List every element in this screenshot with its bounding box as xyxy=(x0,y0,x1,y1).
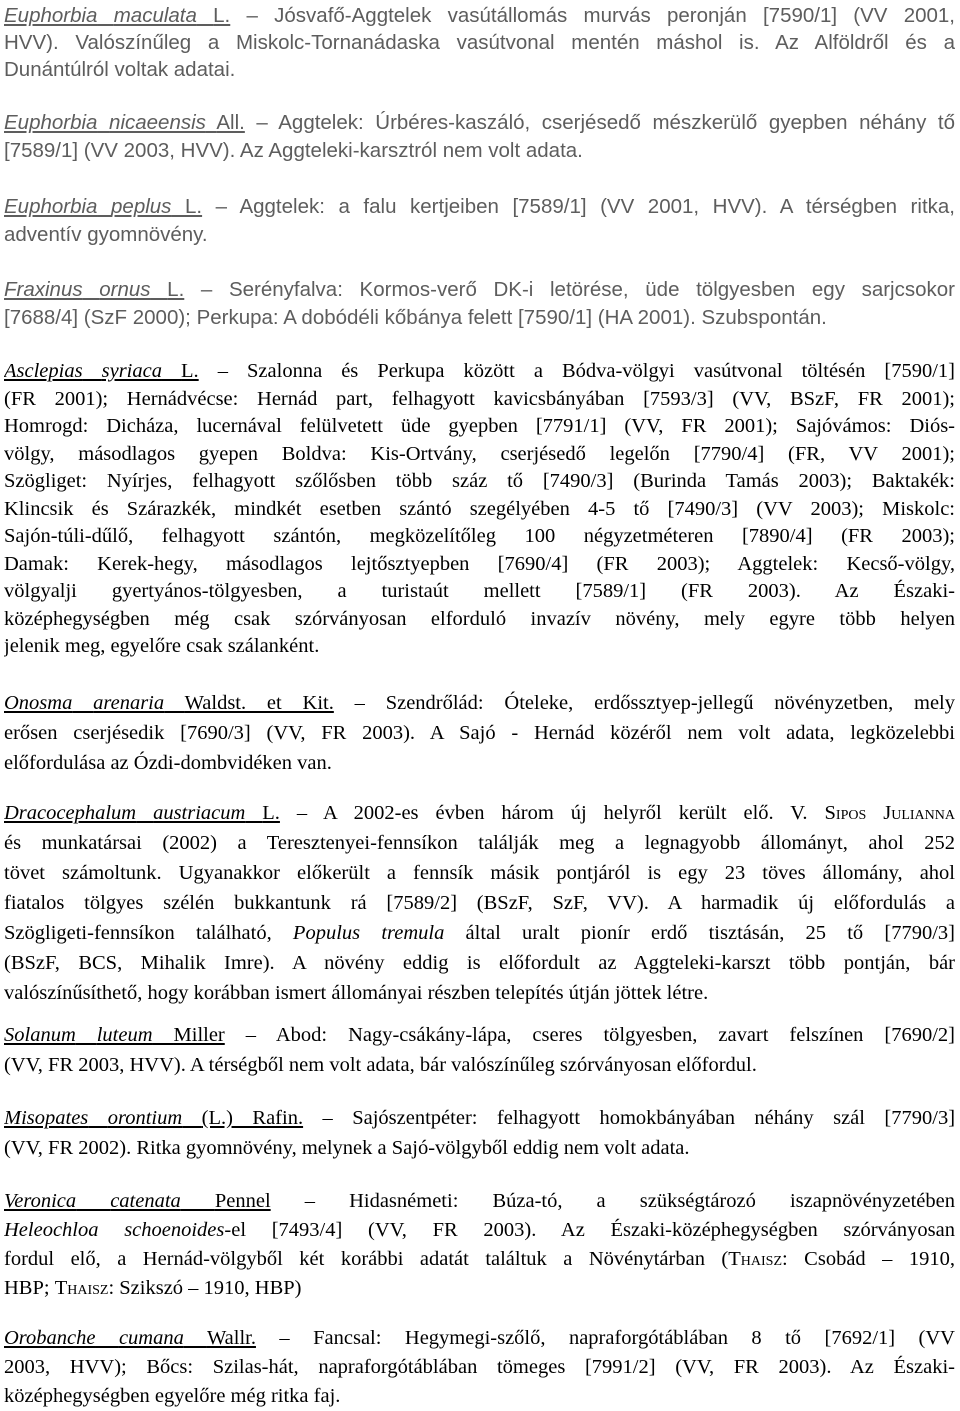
entry-text: jelenik meg, egyelőre csak szálanként. xyxy=(4,635,320,657)
entry-text: Klincsik és Szárazkék, mindkét esetben szántó szegélyében 4-5 tő [7490/3] (VV 2003); Miskolc: xyxy=(4,497,955,520)
entry-line xyxy=(4,304,955,332)
taxon-genus: Euphorbia xyxy=(4,195,98,218)
entry-text: – Szendrőlád: Óteleke, erdőssztyep-jellegű növényzetben, mely xyxy=(333,692,955,714)
species-entry-asclepias-syriaca xyxy=(4,358,955,661)
taxon-author: Wallr. xyxy=(206,1327,256,1349)
entry-line xyxy=(4,413,955,441)
species-entry-euphorbia-nicaeensis xyxy=(4,109,955,165)
species-entry-dracocephalum-austriacum xyxy=(4,798,955,1008)
entry-text: középhegységben egyelőre még ritka faj. xyxy=(4,1385,341,1407)
entry-text: – Szalonna és Perkupa között a Bódva-völgyi vasútvonal töltésén [7590/1] xyxy=(198,360,955,382)
taxon-author: L. xyxy=(181,360,199,382)
entry-text: Damak: Kerek-hegy, másodlagos lejtősztyepben [7690/4] (FR 2003); Aggtelek: Kecső-völgy, xyxy=(4,552,955,575)
entry-text: – Abod: Nagy-csákány-lápa, cseres tölgyesben, zavart felszínen [7690/2] xyxy=(224,1024,955,1046)
taxon-species: peplus xyxy=(111,195,172,218)
taxon-name xyxy=(4,1024,225,1046)
entry-line xyxy=(4,918,955,948)
taxon-species: syriaca xyxy=(101,360,162,382)
entry-text: előfordulása az Ózdi-dombvidéken van. xyxy=(4,752,332,774)
species-entry-onosma-arenaria xyxy=(4,688,955,778)
taxon-name xyxy=(4,195,202,218)
taxon-genus: Asclepias xyxy=(4,360,83,382)
taxon-author: Miller xyxy=(173,1024,225,1046)
taxon-author: Pennel xyxy=(214,1190,271,1212)
entry-line xyxy=(4,718,955,748)
taxon-genus: Dracocephalum xyxy=(4,802,137,824)
taxon-species: nicaeensis xyxy=(109,111,206,134)
taxon-author: All. xyxy=(216,111,245,134)
entry-text: – Aggtelek: Úrbéres-kaszáló, cserjésedő mészkerülő gyepben néhány tő xyxy=(244,111,955,134)
taxon-name xyxy=(4,1327,256,1349)
entry-line xyxy=(4,748,955,778)
entry-text: HVV). Valószínűleg a Miskolc-Tornanádaska vasútvonal mentén máshol is. Az Alföldről és a xyxy=(4,31,955,54)
entry-line xyxy=(4,193,955,221)
entry-line xyxy=(4,221,955,249)
entry-text: (VV, FR 2002). Ritka gyomnövény, melynek a Sajó-völgyből eddig nem volt adata. xyxy=(4,1137,690,1159)
entry-text: Sajón-túli-dűlő, felhagyott szántón, megközelítőleg 100 négyzetméteren [7890/4] (FR 2003); xyxy=(4,525,955,547)
taxon-author: L. xyxy=(213,4,231,27)
taxon-author: L. xyxy=(167,278,185,301)
entry-text: Homrogd: Dicháza, lucernával felülvetett üde gyepben [7791/1] (VV, FR 2001); Sajóvámos: Diós- xyxy=(4,415,955,437)
taxon-name xyxy=(4,111,245,134)
taxon-name xyxy=(4,802,280,824)
entry-line xyxy=(4,578,955,606)
entry-text: középhegységben még csak szórványosan elforduló invazív növény, mely egyre több helyen xyxy=(4,607,955,630)
taxon-species: orontium xyxy=(107,1107,183,1129)
entry-text: fordul elő, a Hernád-völgyből két korábbi adatát találtuk a Növénytárban (Thaisz: Csobád – 1910, xyxy=(4,1248,955,1270)
entry-text: erősen cserjésedik [7690/3] (VV, FR 2003). A Sajó - Hernád közéről nem volt adata, legközelebbi xyxy=(4,722,955,744)
taxon-species: cumana xyxy=(118,1327,184,1349)
species-entry-veronica-catenata xyxy=(4,1187,955,1303)
entry-text: valószínűsíthető, hogy korábban ismert állományai részben telepítés útján jöttek létre. xyxy=(4,982,709,1004)
entry-line xyxy=(4,276,955,304)
entry-line xyxy=(4,1020,955,1050)
entry-line xyxy=(4,888,955,918)
entry-text: Dunántúlról voltak adatai. xyxy=(4,58,236,81)
entry-text: – Serényfalva: Kormos-verő DK-i letörése, üde tölgyesben egy sarjcsokor xyxy=(184,278,955,301)
taxon-name xyxy=(4,278,184,301)
entry-text: fiatalos tölgyes szélén bukkantunk rá [7589/2] (BSzF, SzF, VV). A harmadik új előfordulás a xyxy=(4,892,955,914)
taxon-species: catenata xyxy=(110,1190,181,1212)
taxon-genus: Veronica xyxy=(4,1190,77,1212)
taxon-author: L. xyxy=(262,802,280,824)
entry-line xyxy=(4,1382,955,1411)
entry-line xyxy=(4,2,955,29)
taxon-species: austriacum xyxy=(153,802,246,824)
author-name-smallcaps: Thaisz xyxy=(728,1248,783,1270)
taxon-genus: Solanum xyxy=(4,1024,76,1046)
entry-text: [7589/1] (VV 2003, HVV). Az Aggteleki-karsztról nem volt adata. xyxy=(4,139,583,162)
taxon-genus: Euphorbia xyxy=(4,111,98,134)
entry-line xyxy=(4,1324,955,1353)
taxon-species: arenaria xyxy=(93,692,165,714)
entry-line xyxy=(4,606,955,634)
species-entry-euphorbia-peplus xyxy=(4,193,955,249)
taxon-name xyxy=(4,4,230,27)
entry-text: (VV, FR 2003, HVV). A térségből nem volt adata, bár valószínűleg szórványosan előfordul. xyxy=(4,1054,757,1076)
entry-line xyxy=(4,137,955,165)
entry-line xyxy=(4,633,955,661)
entry-line xyxy=(4,828,955,858)
entry-text: – Jósvafő-Aggtelek vasútállomás murvás peronján [7590/1] (VV 2001, xyxy=(230,4,955,27)
entry-line xyxy=(4,1133,955,1163)
entry-line xyxy=(4,1353,955,1382)
species-entry-solanum-luteum xyxy=(4,1020,955,1080)
entry-line xyxy=(4,441,955,469)
taxon-genus: Fraxinus xyxy=(4,278,83,301)
entry-line xyxy=(4,358,955,386)
entry-text: – Hidasnémeti: Búza-tó, a szükségtározó iszapnövényzetében xyxy=(270,1190,955,1212)
entry-line xyxy=(4,798,955,828)
entry-line xyxy=(4,29,955,56)
species-entry-orobanche-cumana xyxy=(4,1324,955,1411)
entry-line xyxy=(4,858,955,888)
taxon-genus: Onosma xyxy=(4,692,73,714)
entry-text: [7688/4] (SzF 2000); Perkupa: A dobódéli kőbánya felett [7590/1] (HA 2001). Szubspontán. xyxy=(4,306,827,329)
entry-text: völgy, másodlagos gyepen Boldva: Kis-Ortvány, cserjésedő legelőn [7790/4] (FR, VV 2001); xyxy=(4,442,955,465)
entry-text: adventív gyomnövény. xyxy=(4,223,208,246)
entry-text: HBP; Thaisz: Szikszó – 1910, HBP) xyxy=(4,1277,302,1299)
entry-line xyxy=(4,948,955,978)
taxon-name xyxy=(4,1190,271,1212)
entry-line xyxy=(4,688,955,718)
entry-text: völgyalji gyertyános-tölgyesben, a turistaút mellett [7589/1] (FR 2003). Az Északi- xyxy=(4,580,955,602)
entry-text: (FR 2001); Hernádvécse: Hernád part, felhagyott kavicsbányában [7593/3] (VV, BSzF, FR 2001); xyxy=(4,387,955,410)
entry-text: Szögliget: Nyírjes, felhagyott szőlősben több száz tő [7490/3] (Burinda Tamás 2003); Baktakék: xyxy=(4,470,955,492)
entry-text: – A 2002-es évben három új helyről került elő. V. Sipos Julianna xyxy=(279,802,955,824)
entry-line xyxy=(4,1103,955,1133)
entry-text: Szögligeti-fennsíkon található, Populus tremula által uralt pionír erdő tisztásán, 25 tő [7790/3] xyxy=(4,922,955,944)
entry-line xyxy=(4,978,955,1008)
entry-text: Heleochloa schoenoides-el [7493/4] (VV, FR 2003). Az Északi-középhegységben szórványosan xyxy=(4,1219,955,1241)
entry-line xyxy=(4,1187,955,1216)
species-entry-misopates-orontium xyxy=(4,1103,955,1163)
entry-line xyxy=(4,1245,955,1274)
entry-text: 2003, HVV); Bőcs: Szilas-hát, napraforgótáblában tömeges [7991/2] (VV, FR 2003). Az Északi- xyxy=(4,1356,955,1378)
entry-line xyxy=(4,1050,955,1080)
taxon-author: L. xyxy=(184,195,203,218)
entry-line xyxy=(4,468,955,496)
entry-line xyxy=(4,1216,955,1245)
taxon-name xyxy=(4,692,334,714)
taxon-genus: Orobanche xyxy=(4,1327,96,1349)
entry-line xyxy=(4,109,955,137)
author-name-smallcaps: Sipos Julianna xyxy=(824,802,955,824)
entry-line xyxy=(4,551,955,579)
taxon-author: Waldst. et Kit. xyxy=(184,692,334,714)
taxon-species: ornus xyxy=(99,278,151,301)
author-name-smallcaps: Thaisz xyxy=(54,1277,109,1299)
entry-text: – Fancsal: Hegymegi-szőlő, napraforgótáblában 8 tő [7692/1] (VV xyxy=(255,1327,955,1349)
entry-text: tövet számoltunk. Ugyanakkor előkerült a fennsík másik pontjáról is egy 23 töves állomány, ahol xyxy=(4,862,955,884)
taxon-name xyxy=(4,1107,303,1129)
species-entry-euphorbia-maculata xyxy=(4,2,955,83)
entry-text: – Aggtelek: a falu kertjeiben [7589/1] (VV 2001, HVV). A térségben ritka, xyxy=(202,195,955,218)
entry-text: – Sajószentpéter: felhagyott homokbányában néhány szál [7790/3] xyxy=(303,1107,955,1129)
taxon-species: luteum xyxy=(96,1024,153,1046)
entry-line xyxy=(4,1274,955,1303)
taxon-genus: Euphorbia xyxy=(4,4,98,27)
taxon-species: maculata xyxy=(113,4,197,27)
taxon-author: (L.) Rafin. xyxy=(201,1107,304,1129)
entry-text: és munkatársai (2002) a Teresztenyei-fennsíkon találják meg a legnagyobb állományt, ahol 252 xyxy=(4,832,955,854)
taxon-genus: Misopates xyxy=(4,1107,89,1129)
entry-line xyxy=(4,496,955,524)
species-entry-fraxinus-ornus xyxy=(4,276,955,332)
entry-line xyxy=(4,56,955,83)
taxon-name xyxy=(4,360,199,382)
entry-line xyxy=(4,523,955,551)
entry-text: (BSzF, BCS, Mihalik Imre). A növény eddig is előfordult az Aggteleki-karszt több pontján, bár xyxy=(4,952,955,974)
entry-line xyxy=(4,386,955,414)
